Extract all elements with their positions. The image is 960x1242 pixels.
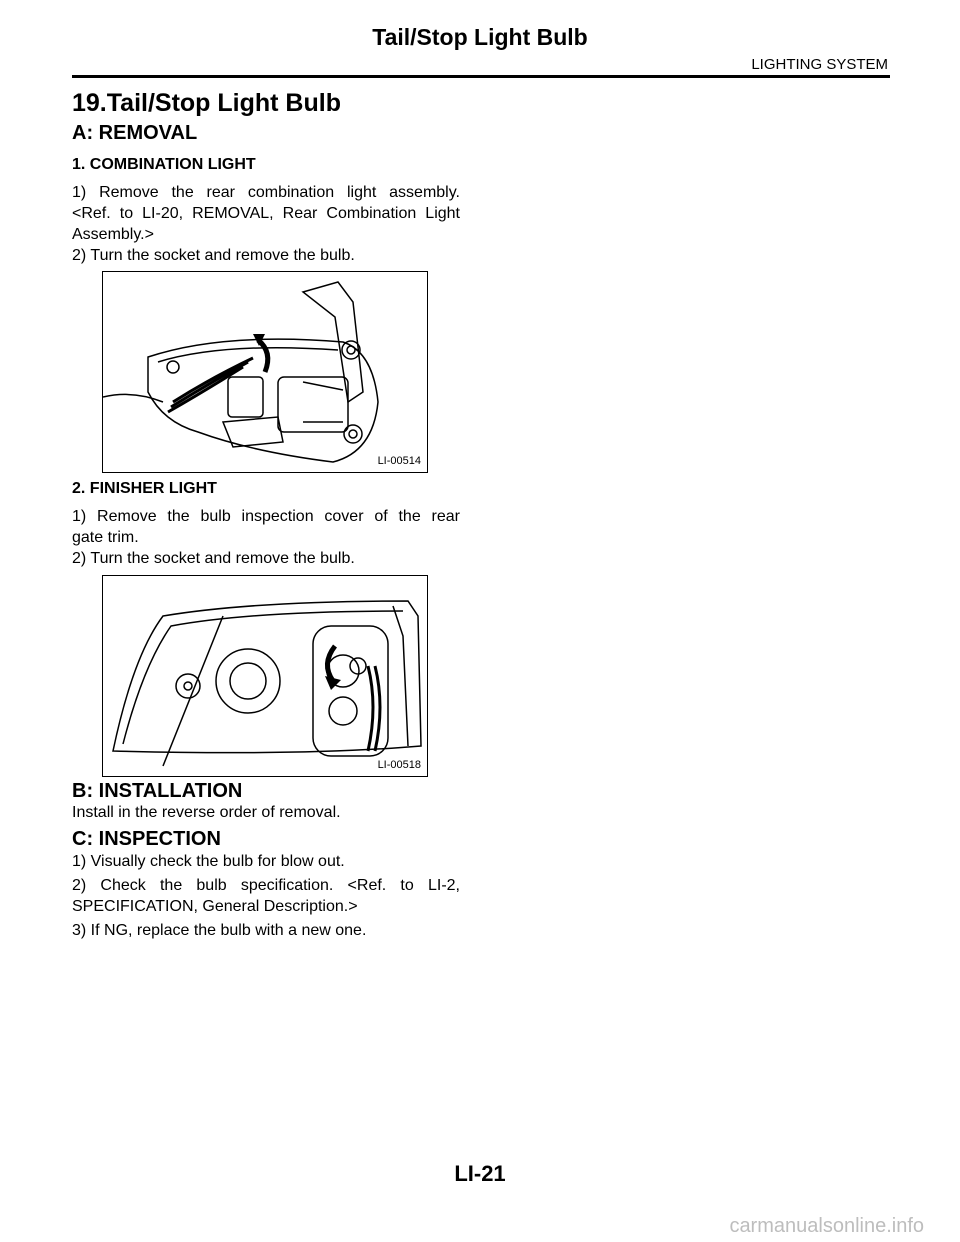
page-number: LI-21 bbox=[454, 1161, 506, 1186]
document-heading: 19.Tail/Stop Light Bulb bbox=[72, 89, 341, 117]
page-title: Tail/Stop Light Bulb bbox=[372, 24, 588, 50]
step-line: 1) Remove the rear combination light assembly. bbox=[72, 184, 460, 201]
step-line: 1) Remove the bulb inspection cover of the rear bbox=[72, 508, 460, 525]
finisher-light-heading: 2. FINISHER LIGHT bbox=[72, 480, 217, 497]
installation-heading: B: INSTALLATION bbox=[72, 780, 243, 802]
section-label: LIGHTING SYSTEM bbox=[751, 56, 888, 73]
installation-steps bbox=[72, 802, 460, 823]
step-line: 1) Visually check the bulb for blow out. bbox=[72, 853, 345, 870]
combination-light-illustration bbox=[103, 272, 427, 472]
reference-link[interactable]: <Ref. to LI-20, REMOVAL, Rear Combination Light bbox=[72, 205, 460, 222]
reference-link-cont[interactable]: Assembly.> bbox=[72, 226, 154, 243]
removal-heading: A: REMOVAL bbox=[72, 122, 198, 144]
watermark: carmanualsonline.info bbox=[729, 1215, 924, 1237]
finisher-light-steps bbox=[72, 506, 460, 569]
step-line: Install in the reverse order of removal. bbox=[72, 804, 341, 821]
finisher-light-figure bbox=[102, 575, 428, 777]
inspection-steps bbox=[72, 851, 460, 941]
reference-link-cont[interactable]: SPECIFICATION, General Description.> bbox=[72, 898, 358, 915]
combination-light-steps bbox=[72, 182, 460, 266]
figure-code: LI-00518 bbox=[377, 759, 421, 771]
header-divider bbox=[72, 75, 890, 78]
figure-code: LI-00514 bbox=[377, 455, 421, 467]
step-line: 2) Turn the socket and remove the bulb. bbox=[72, 247, 355, 264]
step-line: gate trim. bbox=[72, 529, 139, 546]
reference-link[interactable]: 2) Check the bulb specification. <Ref. to LI-2, bbox=[72, 877, 460, 894]
finisher-light-illustration bbox=[103, 576, 427, 776]
inspection-heading: C: INSPECTION bbox=[72, 828, 221, 850]
step-line: 3) If NG, replace the bulb with a new one. bbox=[72, 922, 367, 939]
step-line: 2) Turn the socket and remove the bulb. bbox=[72, 550, 355, 567]
combination-light-heading: 1. COMBINATION LIGHT bbox=[72, 156, 256, 173]
combination-light-figure bbox=[102, 271, 428, 473]
